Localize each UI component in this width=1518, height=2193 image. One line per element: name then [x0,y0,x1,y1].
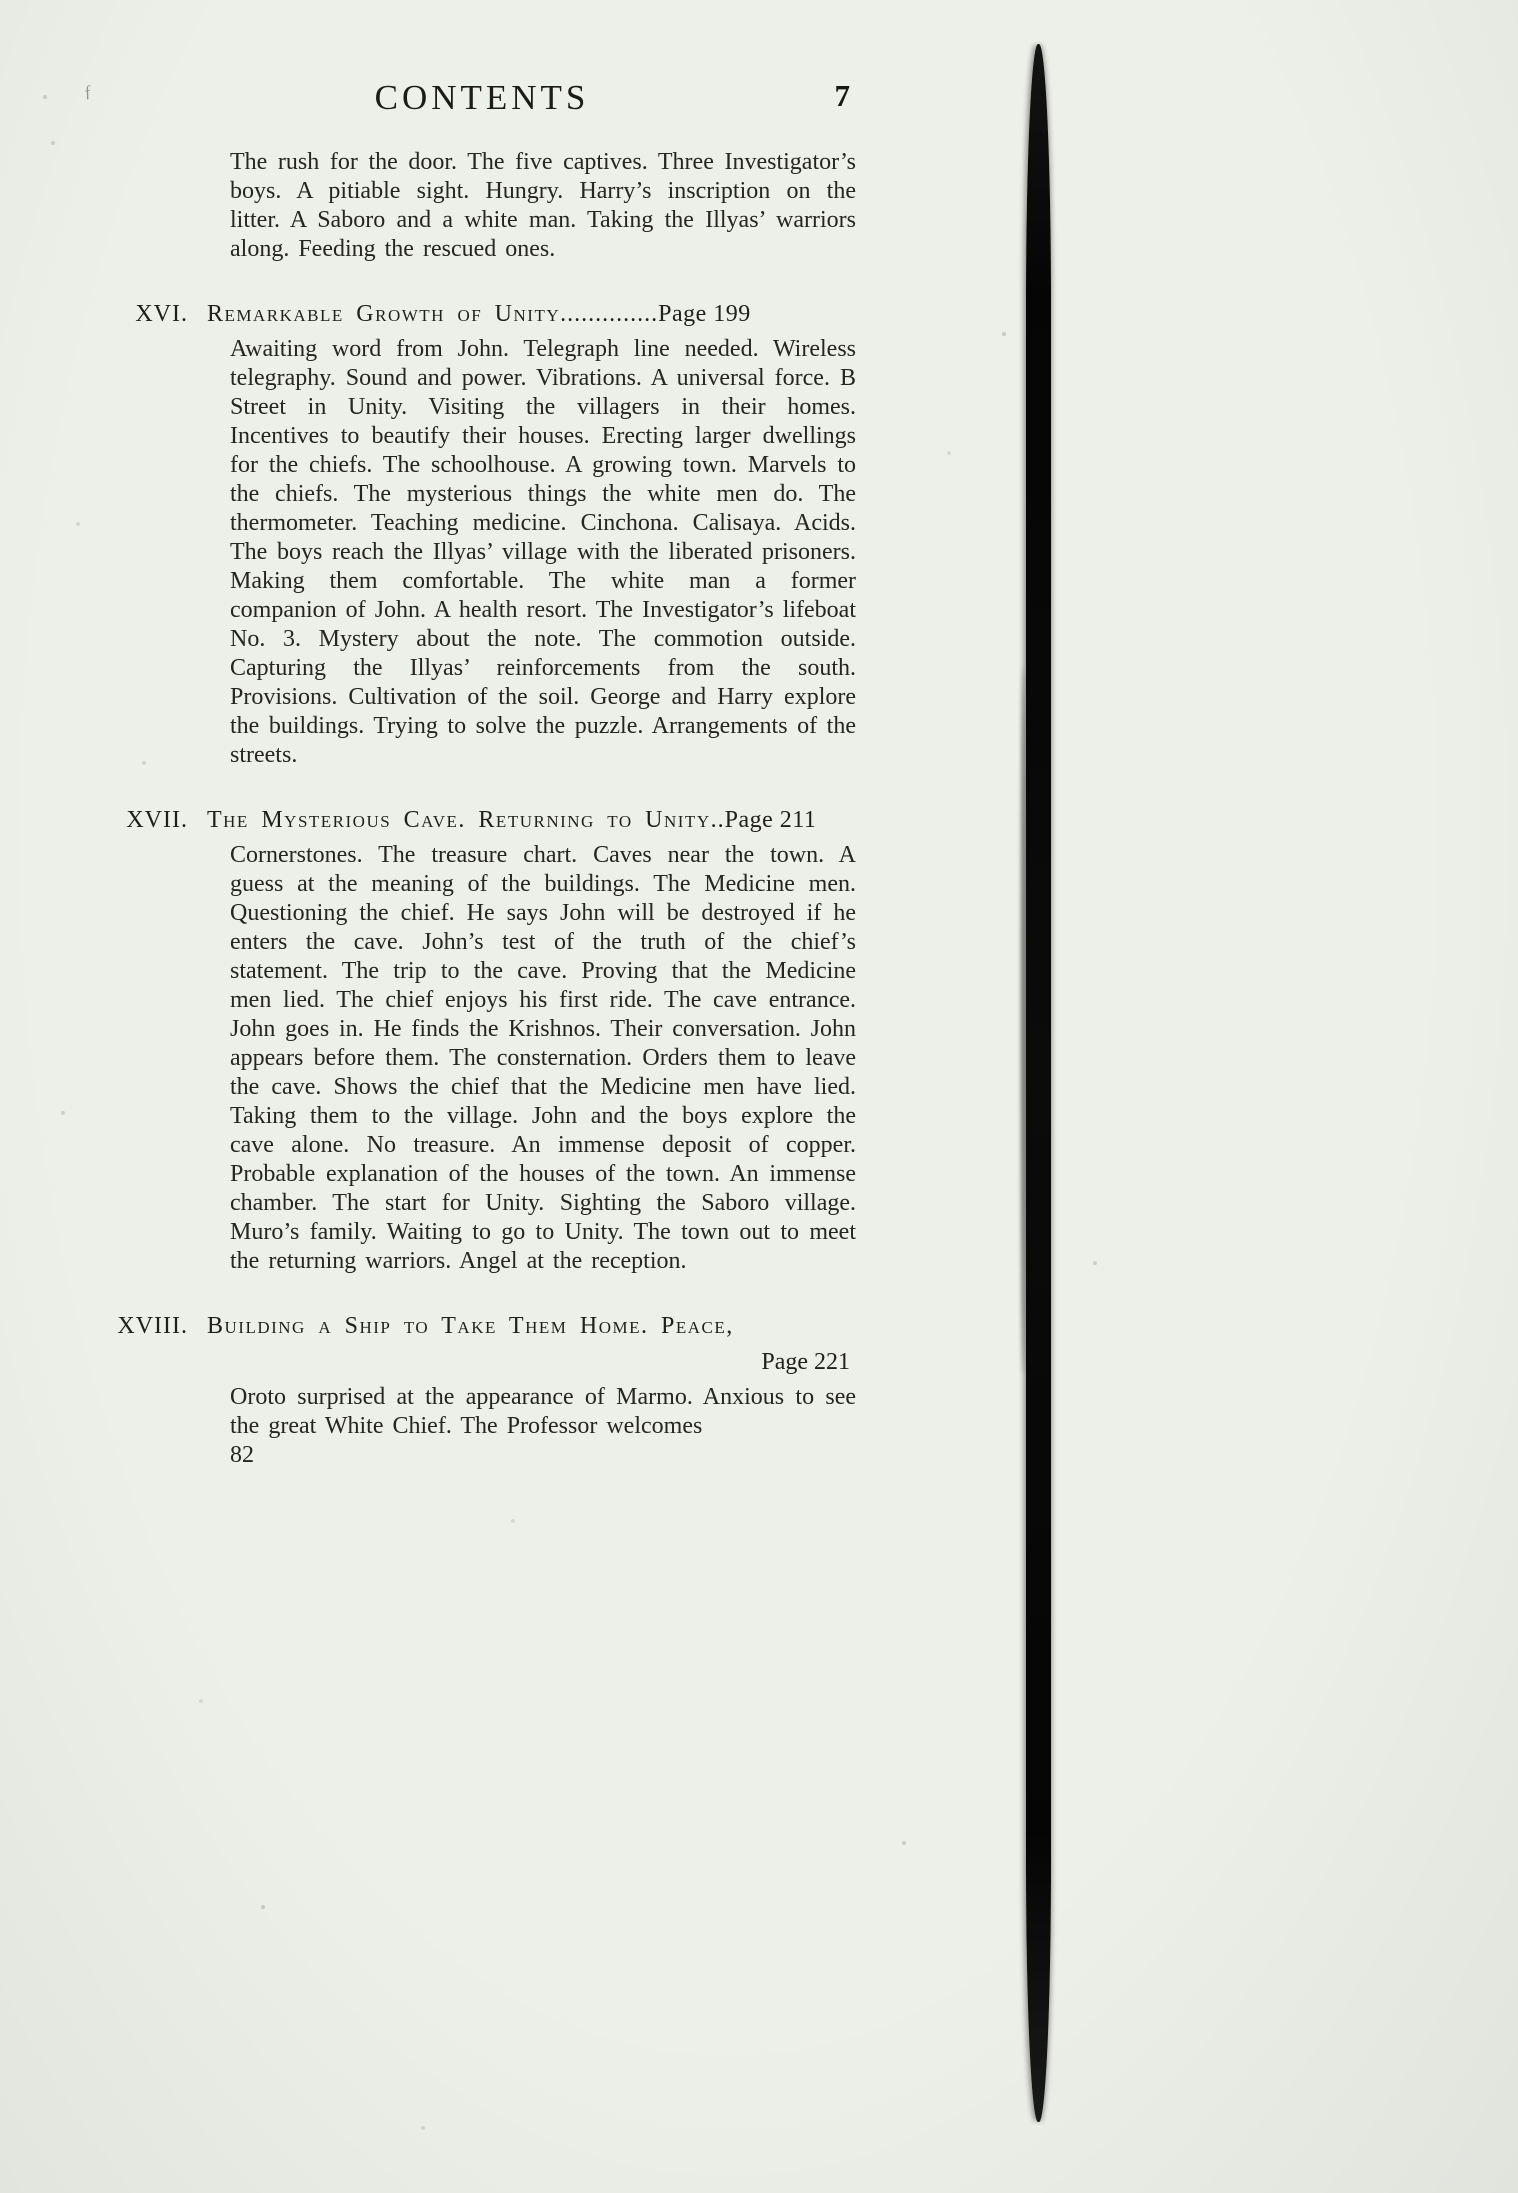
contents-heading: CONTENTS [374,78,590,117]
chapter-page-ref: Page 221 [761,1349,850,1375]
chapter-numeral: XVIII. [117,1313,188,1339]
page-header [108,76,856,122]
chapter-page-ref: Page 211 [724,807,817,833]
pencil-mark-artifact: ƒ [82,81,93,102]
chapter-title-line [207,1311,856,1341]
chapter-title-line [207,299,856,329]
chapter-heading [108,805,856,835]
toc-entry-xviii [108,1311,856,1470]
dot-leader: .. [710,807,725,833]
chapter-summary: Oroto surprised at the appearance of Marmo. Anxious to see the great White Chief. The Professor welcomes [230,1384,856,1439]
chapter-title: Remarkable Growth of Unity [207,301,561,327]
chapter-title-line [207,805,856,835]
chapter-summary: Cornerstones. The treasure chart. Caves near the town. A guess at the meaning of the buildings. The Medicine men. Questioning the chief. He says John will be destroyed if he enters the cave. John’s test of the truth of the chief’s statement. The trip to the cave. Proving that the Medicine men lied. The chief enjoys his first ride. The cave entrance. John goes in. He finds the Krishnos. Their conversation. John appears before them. The consternation. Orders them to leave the cave. Shows the chief that the Medicine men have lied. Taking them to the village. John and the boys explore the cave alone. No treasure. An immense deposit of copper. Probable explanation of the houses of the town. An immense chamber. The start for Unity. Sighting the Saboro village. Muro’s family. Waiting to go to Unity. The town out to meet the returning warriors. Angel at the reception. [230,842,856,1274]
table-of-contents [108,148,856,1470]
chapter-summary: Awaiting word from John. Telegraph line needed. Wireless telegraphy. Sound and power. Vibrations. A universal force. B Street in Unity. Visiting the villagers in their homes. Incentives to beautify their houses. Erecting larger dwellings for the chiefs. The schoolhouse. A growing town. Marvels to the chiefs. The mysterious things the white men do. The thermometer. Teaching medicine. Cinchona. Calisaya. Acids. The boys reach the Illyas’ village with the liberated prisoners. Making them comfortable. The white man a former companion of John. A health resort. The Investigator’s lifeboat No. 3. Mystery about the note. The commotion outside. Capturing the Illyas’ reinforcements from the south. Provisions. Cultivation of the soil. George and Harry explore the buildings. Trying to solve the puzzle. Arrangements of the streets. [230,336,856,768]
printer-signature-mark: 82 [230,1442,254,1468]
page-content [108,76,856,1505]
chapter-xv-summary-continuation: The rush for the door. The five captives. Three Investigator’s boys. A pitiable sight. Hungry. Harry’s inscription on the litter. A Saboro and a white man. Taking the Illyas’ warriors along. Feeding the rescued ones. [230,149,856,262]
toc-entry-xvi [108,299,856,770]
chapter-heading [108,1311,856,1341]
scan-speckles [0,0,2,2]
chapter-title: Building a Ship to Take Them Home. Peace, [207,1313,734,1339]
binding-shadow-bar [1026,44,1051,2122]
page-number: 7 [834,78,850,113]
dot-leader: .............. [560,301,659,327]
toc-entry-xvii [108,805,856,1276]
chapter-page-ref: Page 199 [658,301,751,327]
chapter-numeral: XVI. [135,301,188,327]
chapter-heading [108,299,856,329]
chapter-title: The Mysterious Cave. Returning to Unity [207,807,711,833]
chapter-numeral: XVII. [126,807,188,833]
